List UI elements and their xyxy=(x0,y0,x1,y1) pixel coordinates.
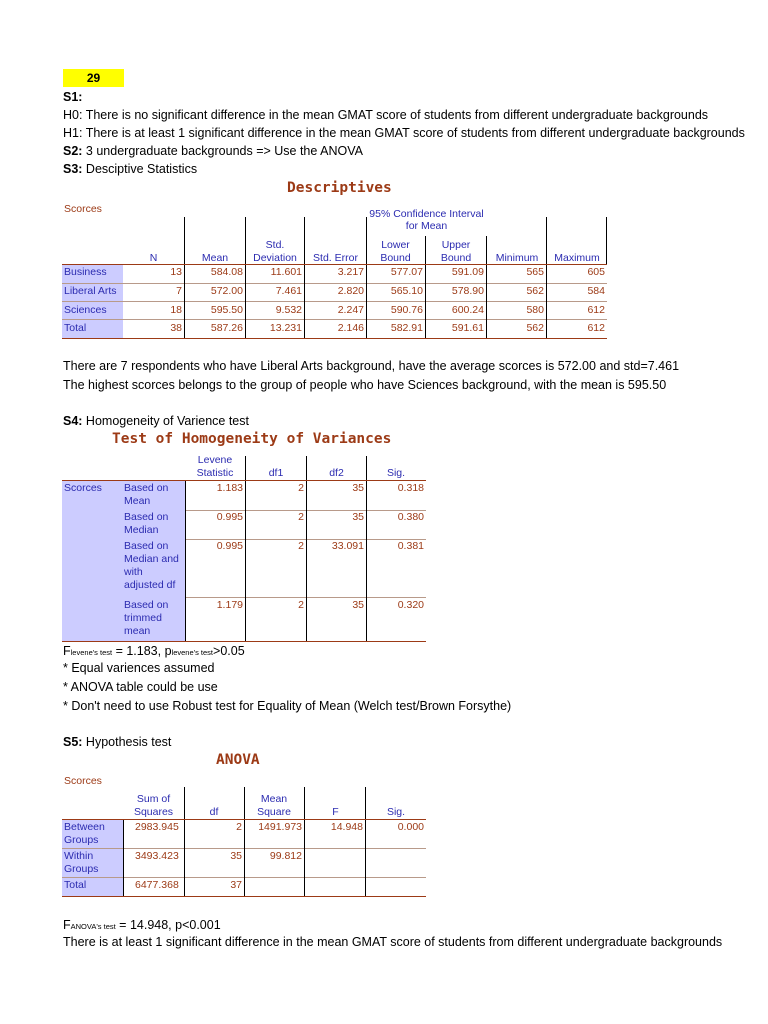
bullet-3: * Don't need to use Robust test for Equality of Mean (Welch test/Brown Forsythe) xyxy=(63,699,512,713)
bullet-2: * ANOVA table could be use xyxy=(63,680,218,694)
header-n: N xyxy=(149,252,158,264)
bullet-1: * Equal variences assumed xyxy=(63,661,215,675)
header-min: Minimum xyxy=(495,252,539,264)
exercise-number: 29 xyxy=(63,69,124,87)
homogeneity-group-label: Scorces xyxy=(64,482,102,494)
homogeneity-table: Levene Statistic df1 df2 Sig. Scorces Based on Mean 1.183 2 35 0.318 Based on Median 0.995 2 35 0.380 Based on Median and with adjusted df 0.995 2 33.091 0.381 Based on trimmed mean 1.179 2 35 0.320 xyxy=(0,0,768,1024)
s3-line: S3: Desciptive Statistics xyxy=(63,162,198,176)
s1-label: S1: xyxy=(63,90,83,104)
s5-line: S5: Hypothesis test xyxy=(63,735,172,749)
levene-result: Flevene's test = 1.183, plevene's test>0.05 xyxy=(63,644,245,658)
header-max: Maximum xyxy=(554,252,600,264)
header-std-err: Std. Error xyxy=(313,252,358,264)
header-lower: Lower Bound xyxy=(380,239,411,264)
anova-title: ANOVA xyxy=(216,752,260,768)
ci-header: 95% Confidence Interval for Mean xyxy=(369,208,484,232)
header-sig-h: Sig. xyxy=(386,467,406,479)
s2-line: S2: 3 undergraduate backgrounds => Use the ANOVA xyxy=(63,144,363,158)
header-df: df xyxy=(209,806,219,818)
header-f: F xyxy=(332,806,339,818)
desc-interpretation-1: There are 7 respondents who have Liberal Arts background, have the average scorces is 572.00 and std=7.461 xyxy=(63,359,680,373)
header-levene: Levene Statistic xyxy=(196,454,234,479)
header-sig-a: Sig. xyxy=(386,806,406,818)
anova-table: Scorces Sum of Squares df Mean Square F Sig. Between Groups 2983.945 2 1491.973 14.948 0.000 Within Groups 3493.423 35 99.812 Total 6477.368 37 xyxy=(0,0,768,1024)
anova-dependent: Scorces xyxy=(64,775,102,787)
conclusion: There is at least 1 significant difference in the mean GMAT score of students from different undergraduate backgrounds xyxy=(63,935,723,949)
header-std-dev: Std. Deviation xyxy=(253,239,297,264)
header-mean: Mean xyxy=(201,252,229,264)
h1-statement: H1: There is at least 1 significant difference in the mean GMAT score of students from different undergraduate backgrounds xyxy=(63,126,745,140)
desc-interpretation-2: The highest scorces belongs to the group of people who have Sciences background, with the mean is 595.50 xyxy=(63,378,667,392)
header-upper: Upper Bound xyxy=(440,239,472,264)
header-df2: df2 xyxy=(329,467,344,479)
header-ms: Mean Square xyxy=(257,793,291,818)
header-ss: Sum of Squares xyxy=(133,793,174,818)
descriptives-dependent: Scorces xyxy=(64,203,102,215)
descriptives-table: Scorces 95% Confidence Interval for Mean N Mean Std. Deviation Std. Error Lower Bound Upper Bound Minimum Maximum Business 13 584.08 11.601 3.217 577.07 591.09 565 605 Liberal Arts 7 572.00 7.461 2.820 565.10 578.90 562 584 Sciences 18 595.50 9.532 2.247 590.76 600.24 580 612 Total 38 587.26 13.231 2.146 582.91 591.61 562 612 xyxy=(0,0,768,1024)
h0-statement: H0: There is no significant difference in the mean GMAT score of students from different undergraduate backgrounds xyxy=(63,108,709,122)
header-df1: df1 xyxy=(268,467,284,479)
anova-result: FANOVA's test = 14.948, p<0.001 xyxy=(63,918,221,932)
descriptives-title: Descriptives xyxy=(287,180,392,196)
s4-line: S4: Homogeneity of Varience test xyxy=(63,414,249,428)
homogeneity-title: Test of Homogeneity of Variances xyxy=(112,431,392,447)
